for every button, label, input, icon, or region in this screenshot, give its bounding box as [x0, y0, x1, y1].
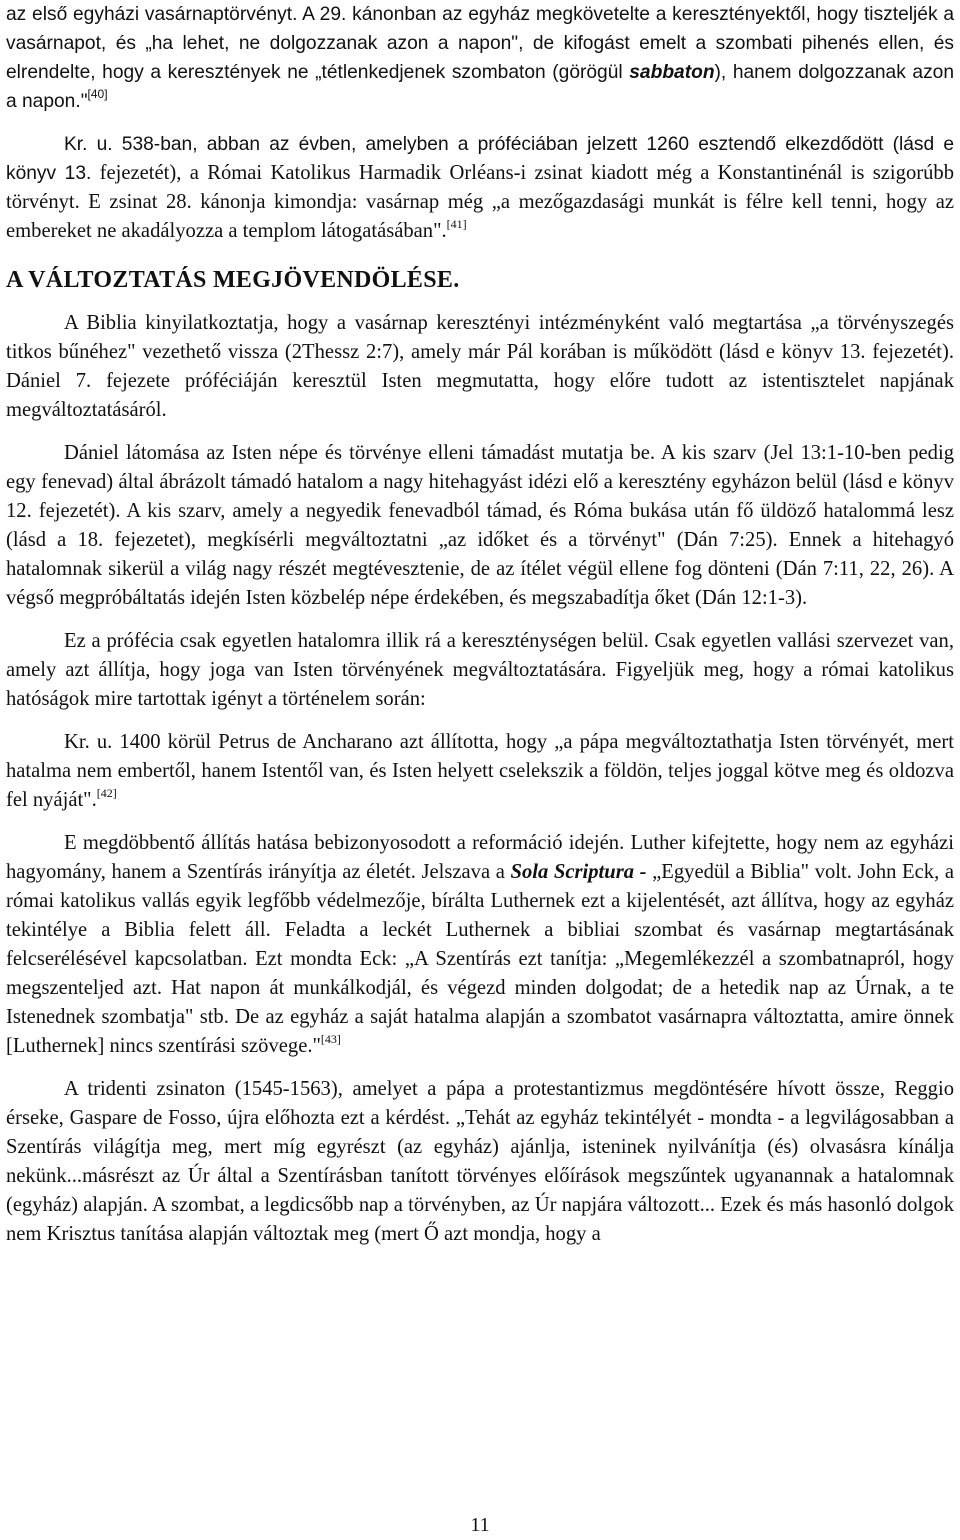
paragraph-text: ), hanem dolgozzanak azon a napon.": [6, 62, 955, 112]
paragraph-text: Kr. u. 1400 körül Petrus de Ancharano azt állította, hogy „a pápa megváltoztathatja Isten törvényét, mert hatalma nem embertől, hanem Istentől van, és Isten helyett cselekszik a földön, teljes joggal kötve meg és oldozva fel nyáját".: [6, 731, 954, 811]
italic-term: sabbaton: [629, 62, 715, 83]
document-body: [6, 0, 954, 1249]
paragraph: [6, 130, 954, 246]
paragraph-text: az első egyházi vasárnaptörvényt. A 29. kánonban az egyház megkövetelte a keresztényektől, hogy tiszteljék a vasárnapot, és „ha lehet, ne dolgozzanak azon a napon", de kifogást emelt a szombati pihenés ellen, és elrendelte, hogy a keresztények ne „tétlenkedjenek szombaton (görögül: [6, 4, 954, 83]
footnote-ref[interactable]: [40]: [87, 87, 108, 101]
footnote-ref[interactable]: [42]: [96, 786, 117, 800]
italic-term: Sola Scriptura -: [510, 861, 647, 883]
paragraph: Dániel látomása az Isten népe és törvénye elleni támadást mutatja be. A kis szarv (Jel 13:1-10-ben pedig egy fenevad) által ábrázolt támadó hatalom a nagy hitehagyást idézi elő a keresztény egyházon belül (lásd e könyv 12. fejezetét). A kis szarv, amely a negyedik fenevadból támad, és Róma bukása után fő üldöző hatalommá lesz (lásd a 18. fejezetet), megkísérli megváltoztatni „az időket és a törvényt" (Dán 7:25). Ennek a hitehagyó hatalomnak sikerül a világ nagy részét megtévesztenie, de az ítélet végül ellene fog dönteni (Dán 7:11, 22, 26). A végső megpróbáltatás idején Isten közbelép népe érdekében, és megszabadítja őket (Dán 12:1-3).: [6, 442, 954, 609]
footnote-ref[interactable]: [43]: [320, 1032, 341, 1046]
paragraph: Ez a prófécia csak egyetlen hatalomra illik rá a kereszténységen belül. Csak egyetlen vallási szervezet van, amely azt állítja, hogy joga van Isten törvényének megváltoztatására. Figyeljük meg, hogy a római katolikus hatóságok mire tartottak igényt a történelem során:: [6, 630, 954, 710]
paragraph: [6, 728, 954, 815]
footnote-ref[interactable]: [41]: [446, 217, 467, 231]
paragraph-continuation: [6, 0, 954, 116]
paragraph-text: fejezetét), a Római Katolikus Harmadik Orléans-i zsinat kiadott még a Konstantinénál is szigorúbb törvényt. E zsinat 28. kánonja kimondja: vasárnap még „a mezőgazdasági munkát is félre kell tenni, hogy az embereket ne akadályozza a templom látogatásában".: [6, 162, 954, 242]
paragraph-text: E megdöbbentő állítás hatása bebizonyosodott a reformáció idején. Luther kifejtette, hogy nem az egyházi hagyomány, hanem a Szentírás irányítja az életét. Jelszava a: [6, 832, 954, 883]
paragraph: A tridenti zsinaton (1545-1563), amelyet a pápa a protestantizmus megdöntésére hívott össze, Reggio érseke, Gaspare de Fosso, újra előhozta ezt a kérdést. „Tehát az egyház tekintélyét - mondta - a legvilágosabban a Szentírás világítja meg, mert míg egyrészt (az egyház) ajánlja, isteninek nyilvánítja (és) olvasásra kínálja nekünk...másrészt az Úr által a Szentírásban tanított törvényes előírások megszűntek ugyanannak a hatalomnak (egyház) alapján. A szombat, a legdicsőbb nap a törvényben, az Úr napjára változott... Ezek és más hasonló dolgok nem Krisztus tanítása alapján változtak meg (mert Ő azt mondja, hogy a: [6, 1078, 954, 1245]
paragraph-text: „Egyedül a Biblia" volt. John Eck, a római katolikus vallás egyik legfőbb védelmezője, bírálta Luthernek ezt a kijelentését, azt állítva, hogy az egyház tekintélye a Biblia felett áll. Feladta a leckét Luthernek a bibliai szombat és vasárnap megtartásának felcserélésével kapcsolatban. Ezt mondta Eck: „A Szentírás ezt tanítja: „Megemlékezzél a szombatnapról, hogy megszenteljed azt. Hat napon át munkálkodjál, és végezd minden dolgodat; de a hetedik nap az Úrnak, a te Istenednek szombatja" stb. De az egyház a saját hatalma alapján a szombatot vasárnapra változtatta, amire önnek [Luthernek] nincs szentírási szövege.": [6, 861, 954, 1057]
paragraph-text: Kr. u. 538-ban, abban az évben, amelyben a próféciában jelzett 1260 esztendő elkezdődött (lásd e könyv 13.: [6, 134, 954, 184]
page-number: 11: [470, 1514, 490, 1536]
section-heading: A VÁLTOZTATÁS MEGJÖVENDÖLÉSE.: [6, 267, 460, 293]
paragraph: A Biblia kinyilatkoztatja, hogy a vasárnap keresztényi intézményként való megtartása „a törvényszegés titkos bűnéhez" vezethető vissza (2Thessz 2:7), amely már Pál korában is működött (lásd e könyv 13. fejezetét). Dániel 7. fejezete próféciáján keresztül Isten megmutatta, hogy előre tudott az istentisztelet napjának megváltoztatásáról.: [6, 312, 954, 421]
paragraph: [6, 829, 954, 1061]
